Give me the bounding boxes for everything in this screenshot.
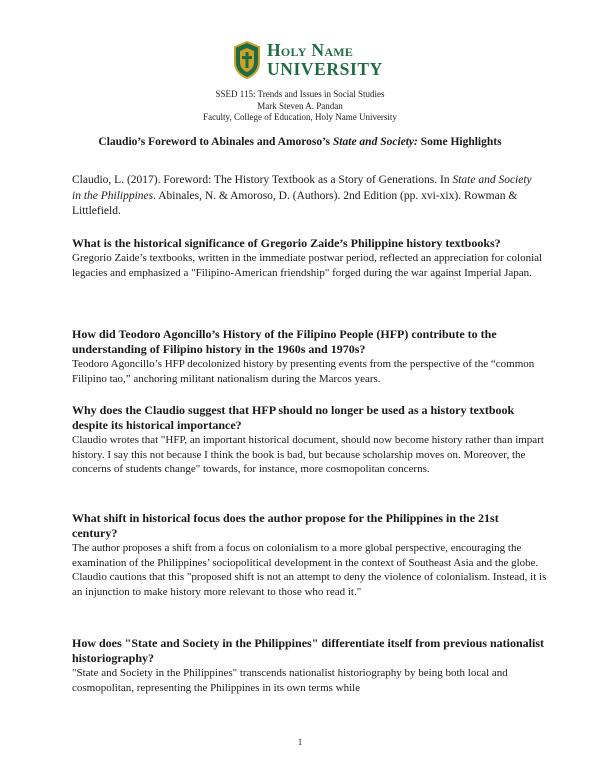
author-affiliation: Faculty, College of Education, Holy Name University [203,112,397,122]
answer-5: "State and Society in the Philippines" transcends nationalist historiography by being both local and cosmopolitan, representing the Philippines in its own terms while [72,667,508,694]
answer-3: Claudio wrotes that "HFP, an important historical document, should now become history rather than impart history. I say this not because I think the book is bad, but because scholarship moves on. Moreover, the concerns of students change" towards, for instance, more cosmopolitan concerns. [72,434,544,476]
page-number: 1 [297,737,303,747]
citation-part2: . Abinales, N. & Amoroso, D. (Authors). 2nd Edition (pp. xvi-xix). Rowman & Littlefield. [72,189,518,217]
university-logo [232,38,432,82]
qa-section-2 [72,327,547,386]
brand-name-line2: UNIVERSITY [267,59,383,79]
title-prefix: Claudio’s Foreword to Abinales and Amoroso’s [98,136,333,148]
question-1: What is the historical significance of Gregorio Zaide’s Philippine history textbooks? [72,236,501,250]
qa-section-4 [72,511,547,600]
question-2: How did Teodoro Agoncillo’s History of the Filipino People (HFP) contribute to the understanding of Filipino history in the 1960s and 1970s? [72,327,497,356]
title-suffix: Some Highlights [417,136,502,148]
citation-part1: Claudio, L. (2017). Foreword: The History Textbook as a Story of Generations. In [72,174,453,186]
university-seal-icon [232,40,262,80]
answer-4: The author proposes a shift from a focus on colonialism to a more global perspective, encouraging the examination of the Philippines’ sociopolitical development in the context of Southeast Asia and the globe. Claudio cautions that this "proposed shift is not an attempt to deny the violence of colonialism. Instead, it is an injunction to make history more relevant to those who read it." [72,542,547,599]
answer-1: Gregorio Zaide’s textbooks, written in the immediate postwar period, reflected an appreciation for colonial legacies and emphasized a "Filipino-American friendship" forged during the war against Imperial Japan. [72,252,543,279]
question-3: Why does the Claudio suggest that HFP should no longer be used as a history textbook despite its historical importance? [72,403,515,432]
title-italic: State and Society: [332,136,418,148]
answer-2: Teodoro Agoncillo’s HFP decolonized history by presenting events from the perspective of the “common Filipino tao,” anchoring militant nationalism during the Marcos years. [72,358,535,385]
document-title [60,135,540,150]
question-5: How does "State and Society in the Philippines" differentiate itself from previous nationalist historiography? [72,636,544,665]
citation [72,173,542,220]
qa-section-5 [72,636,547,695]
question-4: What shift in historical focus does the author propose for the Philippines in the 21st century? [72,511,499,540]
brand-name-line1: Holy Name [267,39,354,60]
qa-section-1 [72,236,547,280]
author-name: Mark Steven A. Pandan [257,100,343,111]
citation-italic: State and Society in the Philippines [72,174,532,202]
qa-section-3 [72,403,547,477]
course-name: SSED 115: Trends and Issues in Social Studies [215,89,385,99]
course-info [0,89,600,124]
